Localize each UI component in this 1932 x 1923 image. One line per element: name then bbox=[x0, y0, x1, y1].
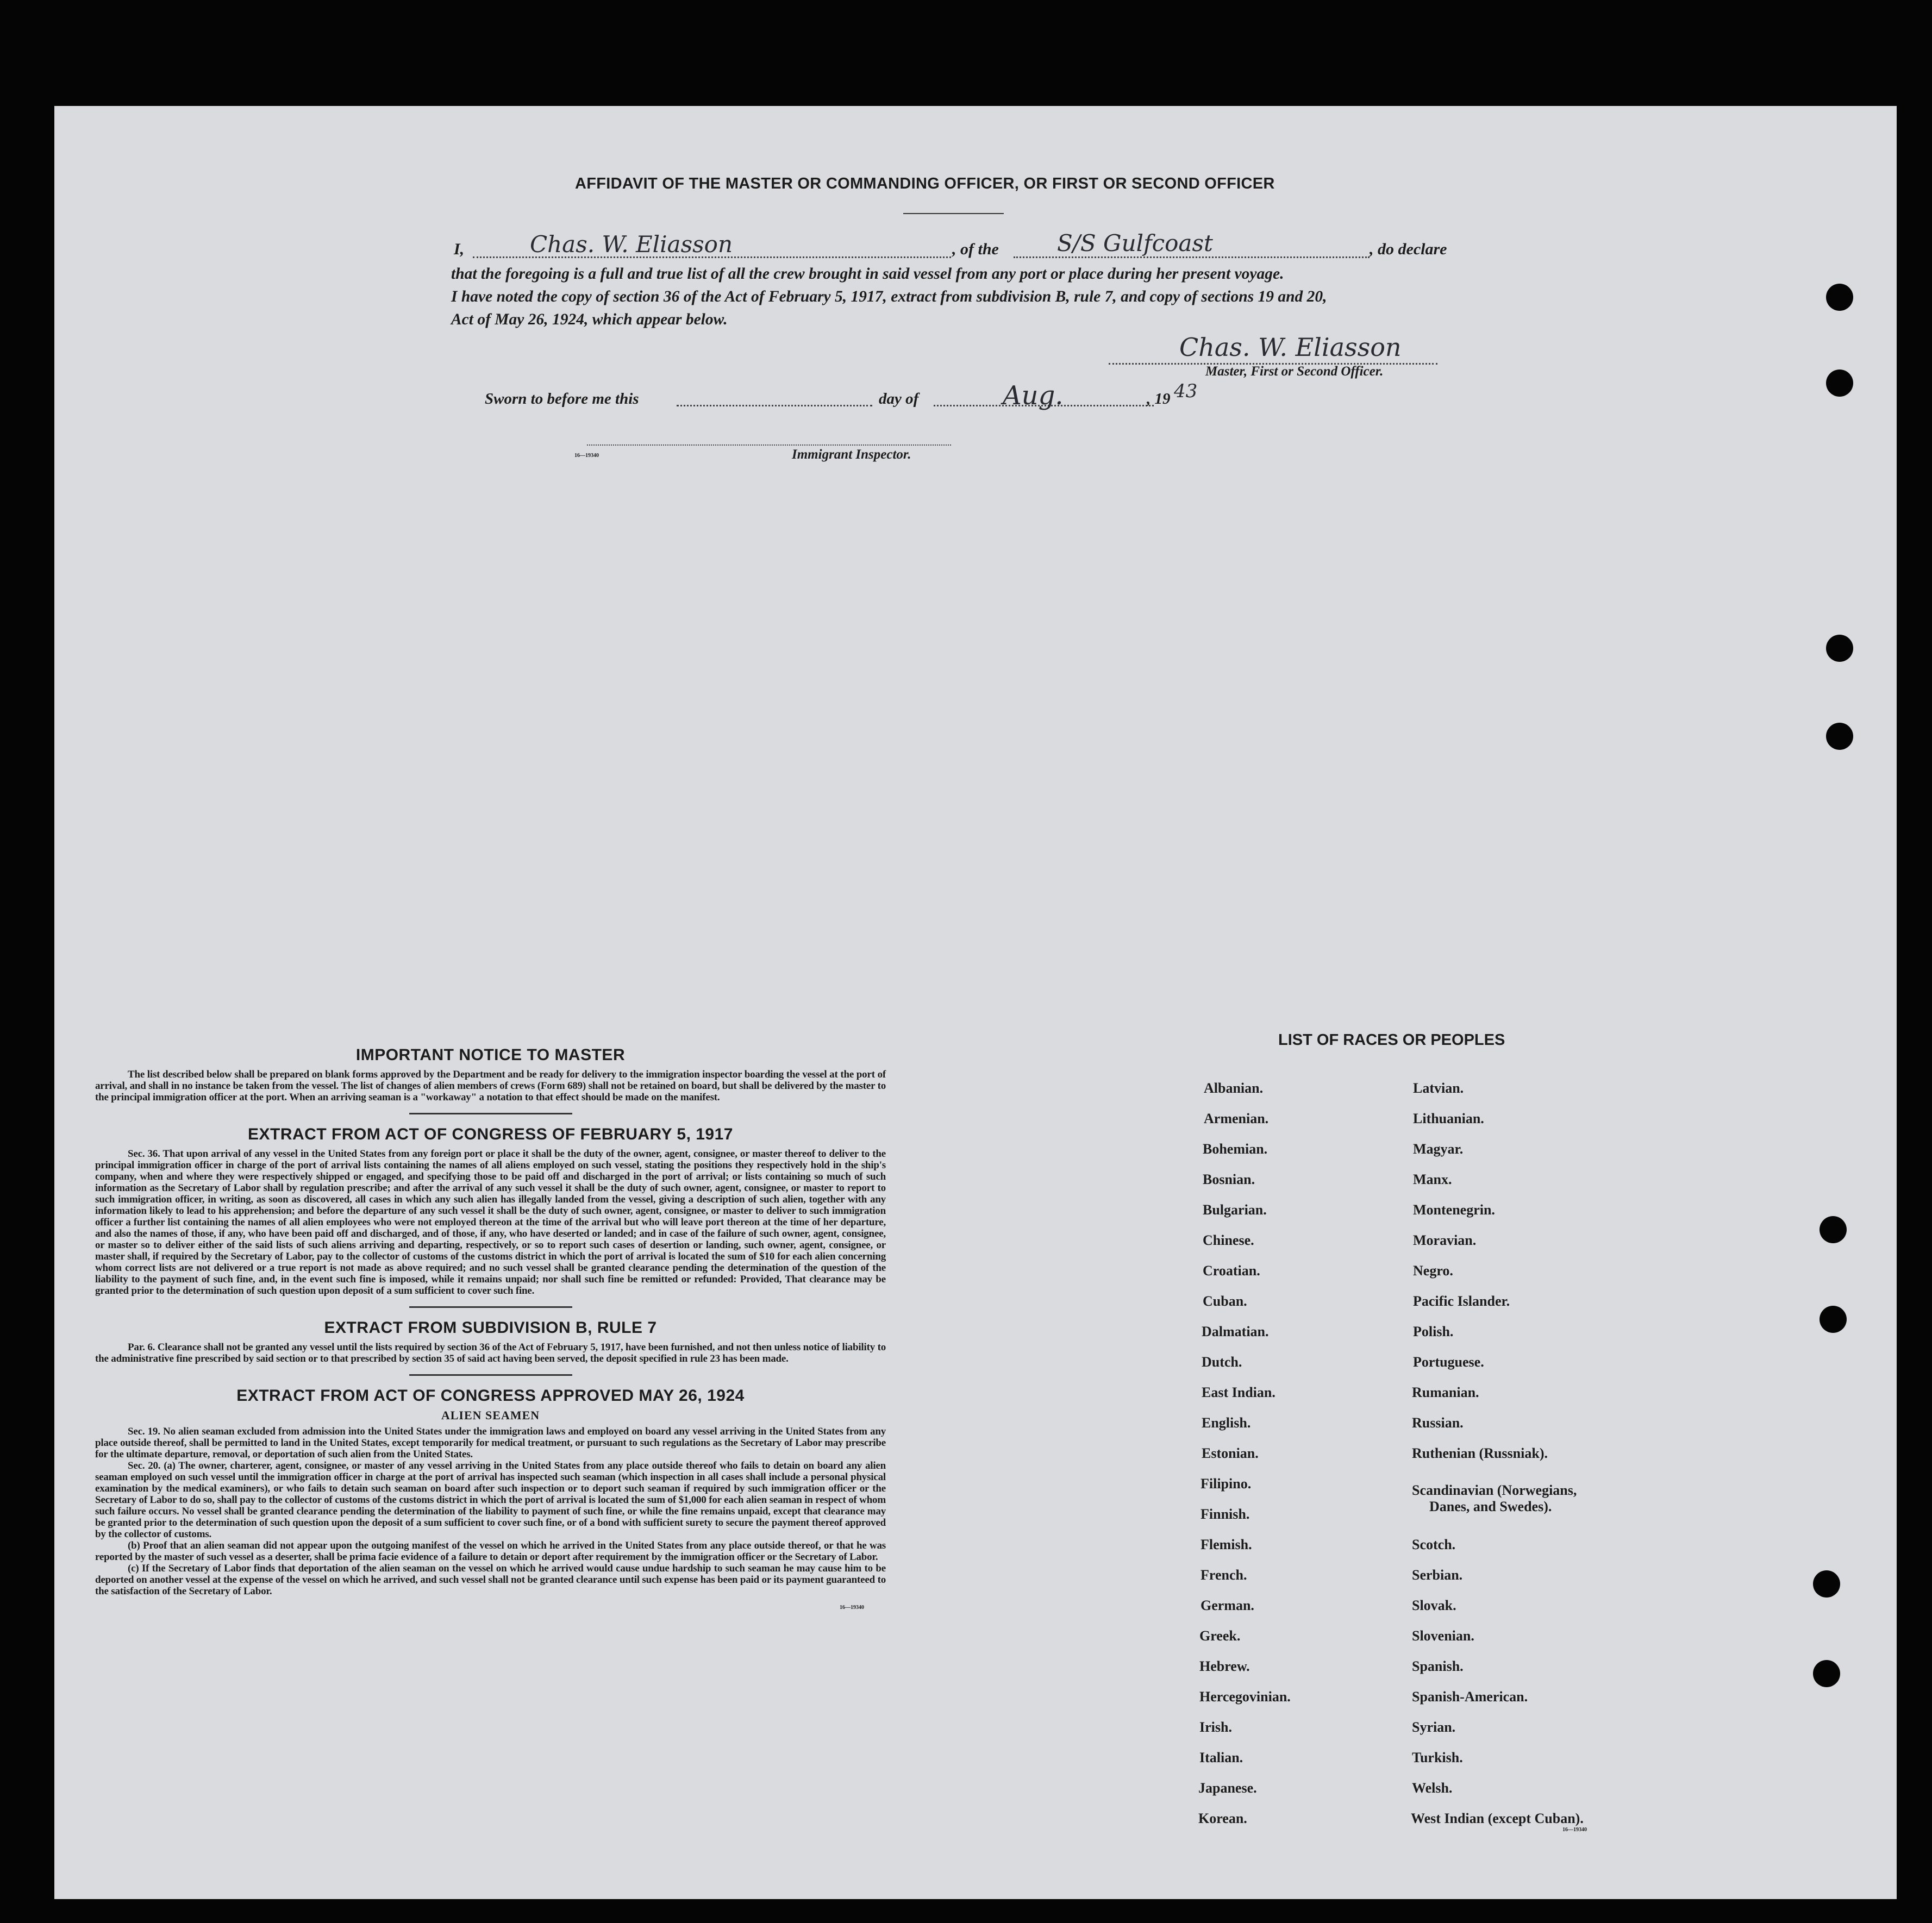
race-item: Slovenian. bbox=[1412, 1628, 1474, 1644]
extract-1924-title: EXTRACT FROM ACT OF CONGRESS APPROVED MAY 26, 1924 bbox=[236, 1387, 745, 1405]
signature-caption: Master, First or Second Officer. bbox=[1205, 364, 1384, 379]
sworn-year: 43 bbox=[1174, 380, 1198, 402]
race-item: Japanese. bbox=[1198, 1780, 1257, 1796]
race-item: Scandinavian (Norwegians, bbox=[1412, 1482, 1577, 1498]
title-divider bbox=[903, 213, 1004, 214]
punch-hole bbox=[1826, 369, 1853, 397]
sworn-day-line bbox=[677, 405, 872, 406]
race-item: Montenegrin. bbox=[1413, 1202, 1495, 1218]
race-item: West Indian (except Cuban). bbox=[1411, 1811, 1584, 1826]
race-item: Rumanian. bbox=[1412, 1385, 1479, 1400]
vessel-name: S/S Gulfcoast bbox=[1057, 230, 1213, 256]
section-divider bbox=[409, 1113, 572, 1114]
vessel-line bbox=[1014, 256, 1370, 258]
race-item: English. bbox=[1202, 1415, 1251, 1431]
race-item: Hebrew. bbox=[1199, 1658, 1250, 1674]
sec-20a-text: Sec. 20. (a) The owner, charterer, agent, consignee, or master of any vessel arriving in the United States from any place outside thereof who fails to detain on board any alien seaman employed on such vessel until the immigration officer in charge at the port of arrival has inspected such seaman (which inspection in all cases shall include a personal physical examination by the medical examiners), or who fails to detain such seaman on board after such inspection or to deport such seaman if required by such immigration officer or the Secretary of Labor to do so, shall pay to the collector of customs of the customs district in which the port of arrival is located the sum of $1,000 for each alien seaman in respect of whom such failure occurs. No vessel shall be granted clearance pending the determination of the liability to payment of such fine, or while the fine remains unpaid, except that clearance may be granted prior to the determination of such question upon the deposit of a sum sufficient to cover such fine, or of a bond with sufficient surety to secure the payment thereof approved by the collector of customs. bbox=[95, 1460, 886, 1540]
race-item: Bulgarian. bbox=[1203, 1202, 1267, 1218]
notice-title: IMPORTANT NOTICE TO MASTER bbox=[355, 1046, 626, 1064]
inspector-caption: Immigrant Inspector. bbox=[792, 447, 911, 462]
affidavit-title: AFFIDAVIT OF THE MASTER OR COMMANDING OFFICER, OR FIRST OR SECOND OFFICER bbox=[575, 175, 1275, 192]
race-item: Cuban. bbox=[1203, 1293, 1247, 1309]
notice-text: The list described below shall be prepared on blank forms approved by the Department and be ready for delivery to the immigration inspector boarding the vessel at the port of arrival, and shall in no instance be taken from the vessel. The list of changes of alien members of crews (Form 689) shall not be retained on board, but shall be delivered by the master to the principal immigration officer at the port. When an arriving seaman is a "workaway" a notation to that effect should be made on the manifest. bbox=[95, 1069, 886, 1103]
race-item: Dutch. bbox=[1202, 1354, 1242, 1370]
affidavit-body-line-1: that the foregoing is a full and true list of all the crew brought in said vessel from any port or place during her present voyage. bbox=[451, 265, 1284, 283]
punch-hole bbox=[1820, 1306, 1847, 1333]
race-item: Bohemian. bbox=[1203, 1141, 1268, 1157]
race-item: Bosnian. bbox=[1203, 1172, 1255, 1187]
race-item: Portuguese. bbox=[1413, 1354, 1484, 1370]
sworn-month: Aug. bbox=[1003, 380, 1064, 411]
section-divider bbox=[409, 1374, 572, 1376]
race-item: Manx. bbox=[1413, 1172, 1452, 1187]
race-item: Scotch. bbox=[1412, 1537, 1456, 1552]
race-item: Russian. bbox=[1412, 1415, 1464, 1431]
affidavit-body-line-2: I have noted the copy of section 36 of the Act of February 5, 1917, extract from subdivision B, rule 7, and copy of sections 19 and 20, bbox=[451, 288, 1327, 305]
race-item: Albanian. bbox=[1204, 1080, 1264, 1096]
race-item: Serbian. bbox=[1412, 1567, 1463, 1583]
race-item: Slovak. bbox=[1412, 1598, 1456, 1613]
race-item: Magyar. bbox=[1413, 1141, 1464, 1157]
sec-20b-text: (b) Proof that an alien seaman did not appear upon the outgoing manifest of the vessel on which he arrived in the United States from any place outside thereof, or that he was reported by the master of such vessel as a deserter, shall be prima facie evidence of a failure to detain or deport after requirement by the immigration officer or the Secretary of Labor. bbox=[95, 1540, 886, 1563]
race-item: Lithuanian. bbox=[1413, 1111, 1484, 1126]
day-of-label: day of bbox=[879, 390, 919, 408]
race-item: Ruthenian (Russniak). bbox=[1412, 1445, 1548, 1461]
subdivision-b-text: Par. 6. Clearance shall not be granted any vessel until the lists required by section 36 of the Act of February 5, 1917, have been furnished, and not then unless notice of liability to the administrative fine prescribed by said section or to that prescribed by section 35 of said act having been served, the deposit specified in rule 23 has been made. bbox=[95, 1342, 886, 1364]
race-item: Croatian. bbox=[1203, 1263, 1260, 1279]
race-item: Moravian. bbox=[1413, 1232, 1477, 1248]
punch-hole bbox=[1820, 1216, 1847, 1243]
race-item: Spanish. bbox=[1412, 1658, 1464, 1674]
affidavit-body-line-3: Act of May 26, 1924, which appear below. bbox=[451, 311, 728, 328]
alien-seamen-subtitle: ALIEN SEAMEN bbox=[441, 1408, 540, 1422]
section-divider bbox=[409, 1306, 572, 1308]
races-title: LIST OF RACES OR PEOPLES bbox=[1278, 1031, 1505, 1049]
form-number: 16—19340 bbox=[1562, 1827, 1587, 1833]
race-item: Flemish. bbox=[1201, 1537, 1252, 1552]
extract-1917-text: Sec. 36. That upon arrival of any vessel in the United States from any foreign port or place it shall be the duty of the owner, agent, consignee, or master thereof to deliver to the principal immigration officer in charge of the port of arrival lists containing the names of all aliens employed on such vessel, stating the positions they respectively hold in the ship's company, when and where they were respectively shipped or engaged, and specifying those to be paid off and discharged in the port of arrival; or lists containing so much of such information as the Secretary of Labor shall by regulation prescribe; and after the arrival of any such vessel it shall be the duty of such owner, agent, consignee, or master to report to such immigration officer, in writing, as soon as discovered, all cases in which any such alien has illegally landed from the vessel, giving a description of such alien, together with any information likely to lead to his apprehension; and before the departure of any such vessel it shall be the duty of such owner, agent, consignee, or master to deliver to such immigration officer a further list containing the names of all alien employees who were not employed thereon at the time of the arrival but who will leave port thereon at the time of her departure, and also the names of those, if any, who have been paid off and discharged, and of those, if any, who have deserted or landed; and in case of the failure of such owner, agent, consignee, or master so to deliver either of the said lists of such aliens arriving and departing, respectively, or so to report such cases of desertion or landing, such owner, agent, consignee, or master shall, if required by the Secretary of Labor, pay to the collector of customs of the customs district in which the port of arrival is located the sum of $10 for each alien concerning whom correct lists are not delivered or a true report is not made as above required; and no such vessel shall be granted clearance pending the determination of the question of the liability to the payment of such fine, and, in the event such fine is imposed, while it remains unpaid; nor shall such fine be remitted or refunded: Provided, That clearance may be granted prior to the determination of such question upon deposit of a sum sufficient to cover such fine. bbox=[95, 1148, 886, 1296]
race-item: Polish. bbox=[1413, 1324, 1454, 1339]
extract-1917-title: EXTRACT FROM ACT OF CONGRESS OF FEBRUARY 5, 1917 bbox=[248, 1125, 733, 1143]
punch-hole bbox=[1826, 635, 1853, 662]
race-item: Greek. bbox=[1199, 1628, 1241, 1644]
race-item: Armenian. bbox=[1204, 1111, 1269, 1126]
race-item: Hercegovinian. bbox=[1199, 1689, 1291, 1705]
race-item: Filipino. bbox=[1201, 1476, 1252, 1492]
race-item: Turkish. bbox=[1412, 1750, 1463, 1765]
race-item: Irish. bbox=[1199, 1719, 1232, 1735]
master-signature: Chas. W. Eliasson bbox=[1179, 333, 1402, 362]
year-prefix: , 19 bbox=[1147, 390, 1171, 408]
race-item: Spanish-American. bbox=[1412, 1689, 1528, 1705]
race-item: Pacific Islander. bbox=[1413, 1293, 1510, 1309]
punch-hole bbox=[1826, 723, 1853, 750]
race-item: Chinese. bbox=[1203, 1232, 1254, 1248]
sec-20c-text: (c) If the Secretary of Labor finds that deportation of the alien seaman on the vessel on which he arrived would cause undue hardship to such seaman he may cause him to be deported on another vessel at the expense of the vessel on which he arrived, and such vessel shall not be granted clearance until such expense has been paid or its payment guaranteed to the satisfaction of the Secretary of Labor. bbox=[95, 1563, 886, 1597]
declare-label: , do declare bbox=[1370, 240, 1447, 258]
race-item: Estonian. bbox=[1202, 1445, 1259, 1461]
race-item: Italian. bbox=[1199, 1750, 1243, 1765]
race-item: Dalmatian. bbox=[1202, 1324, 1269, 1339]
race-item: Finnish. bbox=[1201, 1506, 1250, 1522]
race-item: Latvian. bbox=[1413, 1080, 1464, 1096]
race-item: Syrian. bbox=[1412, 1719, 1456, 1735]
race-item: Danes, and Swedes). bbox=[1429, 1499, 1552, 1514]
race-item: Welsh. bbox=[1412, 1780, 1453, 1796]
master-name: Chas. W. Eliasson bbox=[530, 231, 733, 258]
race-item: French. bbox=[1201, 1567, 1247, 1583]
race-item: Korean. bbox=[1198, 1811, 1247, 1826]
punch-hole bbox=[1813, 1570, 1840, 1598]
race-item: Negro. bbox=[1413, 1263, 1453, 1279]
document-sheet bbox=[54, 106, 1897, 1899]
punch-hole bbox=[1826, 284, 1853, 311]
punch-hole bbox=[1813, 1660, 1840, 1687]
legal-column bbox=[95, 1046, 886, 1611]
sworn-label: Sworn to before me this bbox=[485, 390, 639, 408]
subdivision-b-title: EXTRACT FROM SUBDIVISION B, RULE 7 bbox=[324, 1319, 657, 1337]
affidavit-i-label: I, bbox=[454, 240, 465, 258]
race-item: German. bbox=[1201, 1598, 1254, 1613]
sec-19-text: Sec. 19. No alien seaman excluded from admission into the United States under the immigration laws and employed on board any vessel arriving in the United States from any place outside thereof, shall be permitted to land in the United States, except temporarily for medical treatment, or pursuant to such regulations as the Secretary of Labor may prescribe for the ultimate departure, removal, or deportation of such alien from the United States. bbox=[95, 1426, 886, 1460]
form-number: 16—19340 bbox=[840, 1605, 864, 1611]
race-item: East Indian. bbox=[1202, 1385, 1276, 1400]
inspector-line bbox=[587, 444, 951, 446]
form-number: 16—19340 bbox=[574, 453, 599, 459]
of-the-label: , of the bbox=[952, 240, 999, 258]
